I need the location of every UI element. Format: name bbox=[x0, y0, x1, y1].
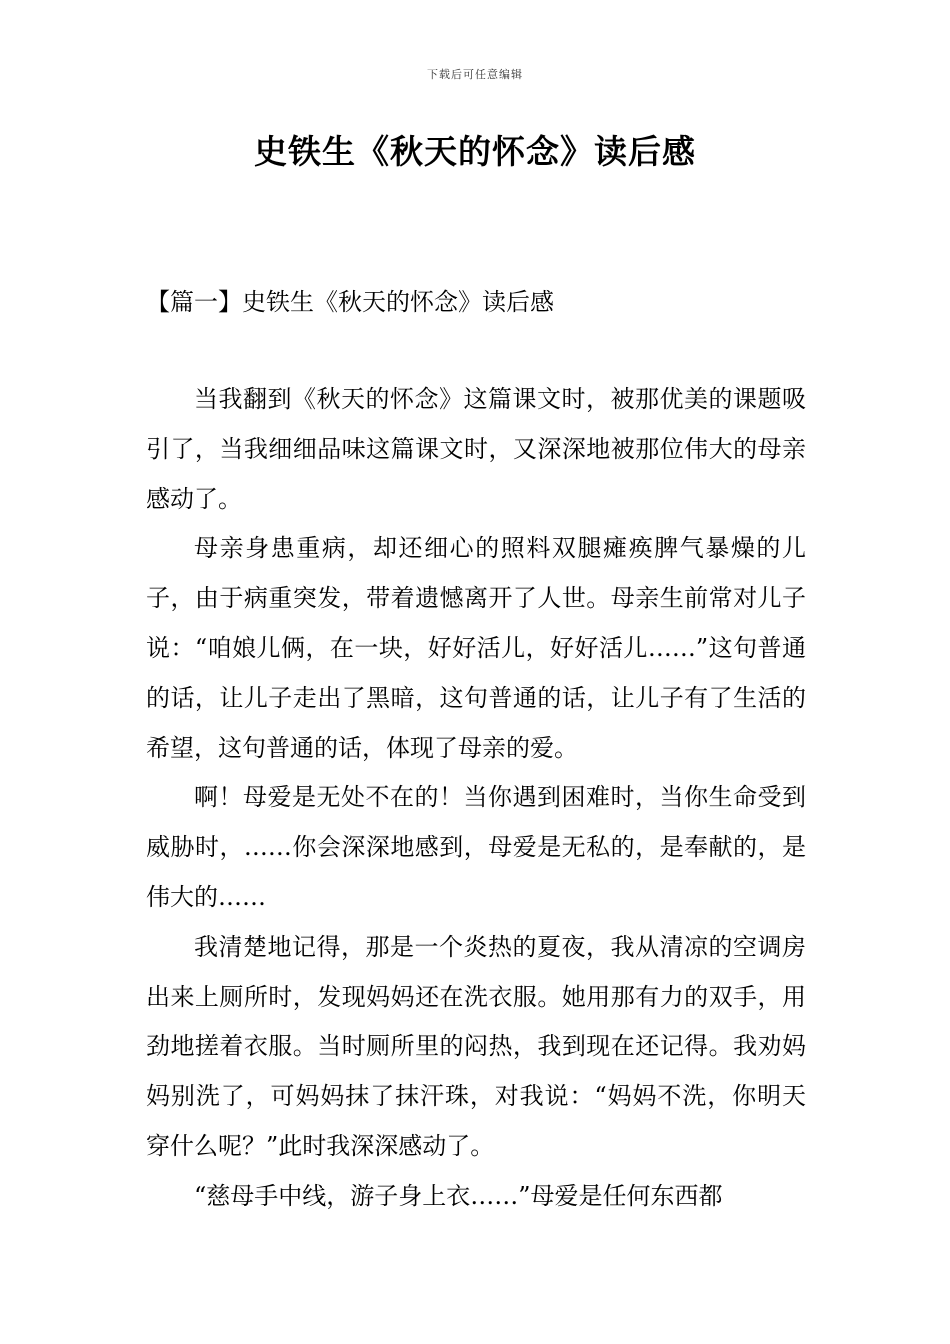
body-text bbox=[146, 375, 806, 1222]
section-heading: 【篇一】史铁生《秋天的怀念》读后感 bbox=[146, 288, 554, 316]
paragraph-2: 母亲身患重病，却还细心的照料双腿瘫痪脾气暴燥的儿子，由于病重突发，带着遗憾离开了人世。母亲生前常对儿子说：“咱娘儿俩，在一块，好好活儿，好好活儿……”这句普通的话，让儿子走出了黑暗，这句普通的话，让儿子有了生活的希望，这句普通的话，体现了母亲的爱。 bbox=[146, 534, 806, 762]
paragraph-1: 当我翻到《秋天的怀念》这篇课文时，被那优美的课题吸引了，当我细细品味这篇课文时，又深深地被那位伟大的母亲感动了。 bbox=[146, 385, 806, 513]
paragraph-5: “慈母手中线，游子身上衣……”母爱是任何东西都 bbox=[194, 1181, 723, 1210]
paragraph-4: 我清楚地记得，那是一个炎热的夏夜，我从清凉的空调房出来上厕所时，发现妈妈还在洗衣服。她用那有力的双手，用劲地搓着衣服。当时厕所里的闷热，我到现在还记得。我劝妈妈别洗了，可妈妈抹了抹汗珠，对我说：“妈妈不洗，你明天穿什么呢？”此时我深深感动了。 bbox=[146, 932, 806, 1160]
document-title: 史铁生《秋天的怀念》读后感 bbox=[254, 132, 696, 171]
paragraph-3: 啊！母爱是无处不在的！当你遇到困难时，当你生命受到威胁时，……你会深深地感到，母爱是无私的，是奉献的，是伟大的…… bbox=[146, 783, 806, 911]
header-note: 下载后可任意编辑 bbox=[427, 68, 523, 81]
